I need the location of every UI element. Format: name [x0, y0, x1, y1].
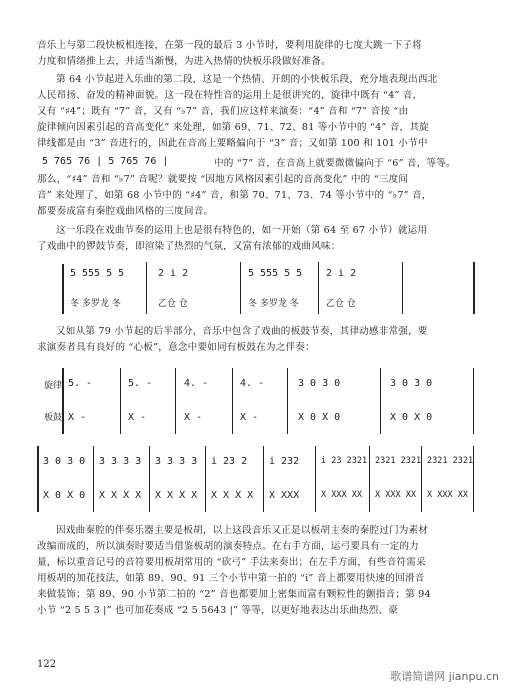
text-line: 人民昂扬、奋发的精神面貌。这一段在特性音的运用上是很讲究的，旋律中既有 “4” 音， [37, 90, 423, 101]
note-group: 3 0 3 0 [390, 378, 433, 389]
barline [473, 446, 474, 512]
note-group: 3 3 3 3 [155, 456, 198, 467]
text-line: 律线都是由 “3” 音进行的，因此在音高上要略偏向于 “3” 音；又如第 100 和 101 小节中 [37, 138, 428, 149]
music-example-2-system-2 [37, 446, 475, 514]
barline [421, 446, 422, 512]
drum-group: X 0 X 0 [43, 490, 86, 501]
barline [380, 368, 381, 434]
note-group: 5. - [68, 378, 93, 389]
text-line: 力度和情绪推上去，并适当渐慢，为进入热情的快板乐段做好准备。 [37, 56, 331, 67]
text-line: 那么，“♯4” 音和 “♭7” 音呢？就要按 “因地方风格因素引起的音高变化” 中的 “三度间 [37, 174, 409, 185]
melody-label: 旋律 [44, 381, 63, 391]
barline [287, 368, 288, 434]
text-line: 量，标以重音记号的音符要用板胡常用的 “砍弓” 手法来奏出；在左手方面，有些音符需采 [37, 557, 426, 568]
paragraph-5 [37, 523, 475, 619]
paragraph-1 [37, 38, 475, 70]
drum-group: X XXX XX [375, 490, 416, 500]
text-line: 这一乐段在戏曲节奏的运用上也是很有特色的，如一开始（第 64 至 67 小节）就运用 [56, 225, 428, 236]
text-line: 来做装饰；第 89、90 小节第二拍的 “2” 音也都要加上密集而富有颗粒性的颤指音；第 94 [37, 589, 431, 600]
text-line: 小节 “2 5 5 3 |” 也可加花奏成 “2 5 5643 |” 等等，以更好地表达出乐曲热烈、豪 [37, 605, 399, 616]
note-group: 4. - [184, 378, 209, 389]
drum-group: X XXX XX [427, 490, 468, 500]
drum-group: X X X X [211, 490, 254, 501]
barline [232, 368, 233, 434]
barline [318, 262, 319, 314]
barline [473, 262, 475, 314]
gong-syllables: 冬 多罗龙 冬 [70, 299, 121, 309]
drum-group: X X X X [99, 490, 142, 501]
text-line: 又如从第 79 小节起的后半部分，音乐中包含了戏曲的板鼓节奏，其律动感非常强，要 [56, 326, 428, 337]
text-line: 因戏曲秦腔的伴奏乐器主要是板胡，以上这段音乐又正是以板胡主奏的秦腔过门为素材 [56, 525, 429, 536]
drum-group: X - [240, 412, 259, 423]
text-line: 音” 来处理了，如第 68 小节中的 “♯4” 音，和第 70、71、73、74 等小节中的 “♭7” 音， [37, 190, 432, 201]
note-group: 2321 2321 [375, 456, 422, 466]
drum-group: X XXX XX [321, 490, 362, 500]
barline [473, 368, 474, 434]
note-group: 5 555 5 5 [70, 268, 125, 279]
text-line: 又有 “♯4”；既有 “7” 音，又有 “♭7” 音，我们应这样来演奏：“4” 音和 “7” 音按 “由 [37, 106, 409, 117]
barline [120, 368, 121, 434]
text-line: 音乐上与第二段快板相连接，在第一段的最后 3 小节时，要利用旋律的七度大跳一下子将 [37, 40, 422, 51]
barline [149, 446, 150, 512]
text-line: 旋律倾向因素引起的音高变化” 来处理，如第 69、71、72、81 等小节中的 “4” 音，其旋 [37, 122, 429, 133]
note-group: i 232 [269, 456, 300, 467]
drum-group: X 0 X 0 [298, 412, 341, 423]
staff-bracket [37, 446, 39, 512]
note-group: 5 555 5 5 [248, 268, 303, 279]
barline [93, 446, 94, 512]
barline [402, 262, 403, 314]
text-line: 都要奏成富有秦腔戏曲风格的三度间音。 [37, 206, 214, 217]
note-group: 2321 2321 [427, 456, 474, 466]
barline [369, 446, 370, 512]
staff-bracket [62, 264, 64, 314]
text-line: 用板胡的加花技法，如第 89、90、91 三个小节中第一拍的 “i” 音上都要用快速的回滑音 [37, 573, 425, 584]
paragraph-2-continued [214, 156, 475, 172]
barline [263, 446, 264, 512]
drum-group: X - [128, 412, 147, 423]
note-group: i 23 2321 [321, 456, 368, 466]
text-line: 了戏曲中的锣鼓节奏，即渲染了热烈的气氛，又富有浓郁的戏曲风味： [37, 241, 341, 252]
inline-score: 5 765 76 | 5 765 76 | [42, 156, 169, 167]
barline [175, 368, 176, 434]
text-line: 求演奏者具有良好的 “心板”，意念中要如同有板鼓在为之伴奏： [37, 342, 315, 353]
barline [315, 446, 316, 512]
drum-group: X 0 X 0 [390, 412, 433, 423]
text-line: 中的 “7” 音，在音高上就要微微偏向于 “6” 音，等等。 [214, 158, 456, 169]
drum-group: X - [68, 412, 87, 423]
barline [146, 262, 147, 314]
drum-group: X XXX [269, 490, 300, 501]
drum-group: X - [184, 412, 203, 423]
paragraph-2 [37, 72, 475, 152]
text-line: 改编而成的，所以演奏时要适当借鉴板胡的演奏特点。在右手方面，运弓要具有一定的力 [37, 541, 419, 552]
note-group: 3 0 3 0 [298, 378, 341, 389]
gong-syllables: 乙仓 仓 [326, 299, 356, 309]
music-example-2-system-1 [62, 368, 475, 436]
note-group: 3 3 3 3 [99, 456, 142, 467]
paragraph-4 [37, 324, 475, 356]
barline [240, 262, 241, 314]
music-example-1 [62, 262, 475, 317]
page-number: 122 [37, 659, 57, 670]
note-group: 5. - [128, 378, 153, 389]
gong-syllables: 冬 多罗龙 冬 [248, 299, 299, 309]
note-group: i 23 2 [211, 456, 248, 467]
paragraph-3 [37, 223, 475, 255]
note-group: 2 i 2 [326, 268, 357, 279]
watermark: 歌谱简谱网 jianpu.cn [390, 670, 499, 683]
note-group: 2 i 2 [158, 268, 189, 279]
note-group: 3 0 3 0 [43, 456, 86, 467]
staff-bracket [62, 368, 64, 434]
text-line: 第 64 小节起进入乐曲的第二段，这是一个热情、开朗的小快板乐段，充分地表现出西北 [56, 74, 438, 85]
gong-syllables: 乙仓 仓 [158, 299, 188, 309]
paragraph-2-tail [37, 172, 475, 220]
drum-label: 板鼓 [44, 413, 63, 423]
barline [205, 446, 206, 512]
note-group: 4. - [240, 378, 265, 389]
drum-group: X X X X [155, 490, 198, 501]
